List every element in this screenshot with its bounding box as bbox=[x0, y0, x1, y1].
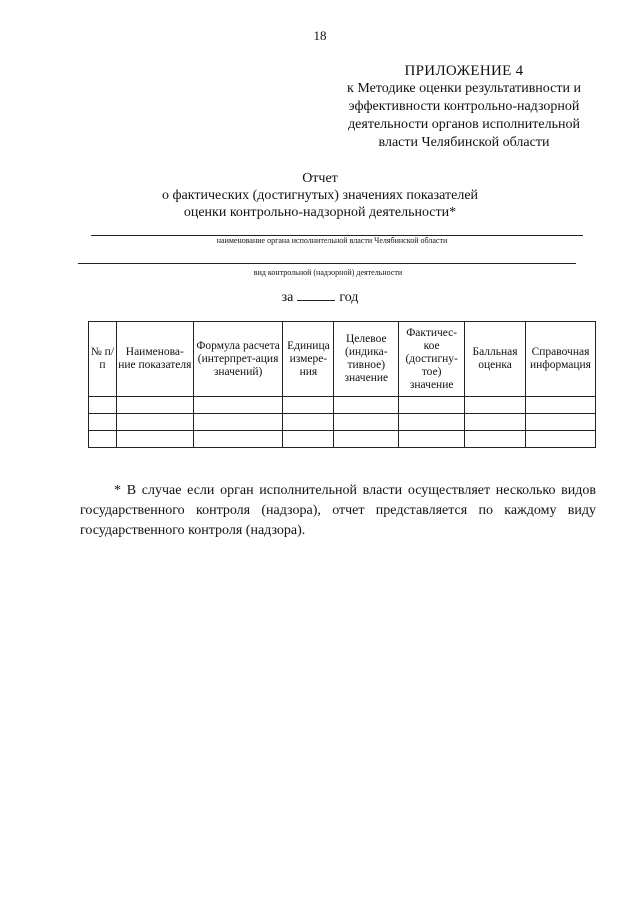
table-cell bbox=[525, 414, 595, 431]
header-target-value: Целевое (индика-тивное) значение bbox=[334, 322, 399, 397]
footnote: * В случае если орган исполнительной власти осуществляет несколько видов государственного контроля (надзора), отчет представляется по каждому виду государственного контроля (надзора). bbox=[80, 483, 596, 538]
table-cell bbox=[399, 414, 465, 431]
table-row bbox=[89, 414, 596, 431]
activity-fill-line bbox=[78, 263, 576, 264]
annex-title: ПРИЛОЖЕНИЕ 4 bbox=[404, 63, 524, 79]
table-cell bbox=[193, 414, 283, 431]
table-row bbox=[89, 431, 596, 448]
header-formula: Формула расчета (интерпрет-ация значений) bbox=[193, 322, 283, 397]
table-cell bbox=[283, 414, 334, 431]
table-cell bbox=[525, 431, 595, 448]
header-number: № п/п bbox=[89, 322, 117, 397]
table-cell bbox=[399, 431, 465, 448]
table-cell bbox=[334, 414, 399, 431]
table-cell bbox=[399, 397, 465, 414]
report-table bbox=[88, 321, 596, 448]
annex-line: власти Челябинской области bbox=[378, 135, 550, 150]
page-number: 18 bbox=[313, 28, 327, 43]
header-score: Балльная оценка bbox=[465, 322, 526, 397]
annex-line: к Методике оценки результативности и bbox=[347, 81, 581, 96]
period-suffix: год bbox=[339, 290, 359, 305]
table-row bbox=[89, 397, 596, 414]
table-cell bbox=[465, 414, 526, 431]
table-cell bbox=[89, 431, 117, 448]
table-header-row bbox=[89, 322, 596, 397]
table-cell bbox=[193, 397, 283, 414]
activity-caption: вид контрольной (надзорной) деятельности bbox=[253, 268, 403, 277]
header-indicator-name: Наименова-ние показателя bbox=[116, 322, 193, 397]
table-cell bbox=[283, 397, 334, 414]
report-title-line: оценки контрольно-надзорной деятельности* bbox=[183, 205, 457, 220]
report-title bbox=[120, 170, 520, 221]
organ-caption: наименование органа исполнительной власти Челябинской области bbox=[216, 236, 448, 245]
annex-block bbox=[330, 62, 598, 152]
period-year-blank bbox=[297, 288, 335, 301]
table-cell bbox=[89, 397, 117, 414]
table-cell bbox=[465, 431, 526, 448]
table-cell bbox=[283, 431, 334, 448]
annex-line: эффективности контрольно-надзорной bbox=[348, 99, 580, 114]
report-title-line: о фактических (достигнутых) значениях показателей bbox=[161, 188, 479, 203]
period-prefix: за bbox=[281, 290, 294, 305]
table-cell bbox=[116, 397, 193, 414]
table-cell bbox=[525, 397, 595, 414]
header-actual-value: Фактичес-кое (достигну-тое) значение bbox=[399, 322, 465, 397]
report-period bbox=[0, 288, 640, 306]
report-title-line: Отчет bbox=[302, 171, 338, 186]
header-unit: Единица измере-ния bbox=[283, 322, 334, 397]
table-cell bbox=[334, 397, 399, 414]
header-reference-info: Справочная информация bbox=[525, 322, 595, 397]
table-cell bbox=[89, 414, 117, 431]
table-cell bbox=[334, 431, 399, 448]
table-cell bbox=[465, 397, 526, 414]
table-cell bbox=[116, 431, 193, 448]
table-cell bbox=[193, 431, 283, 448]
table-cell bbox=[116, 414, 193, 431]
annex-line: деятельности органов исполнительной bbox=[348, 117, 580, 132]
